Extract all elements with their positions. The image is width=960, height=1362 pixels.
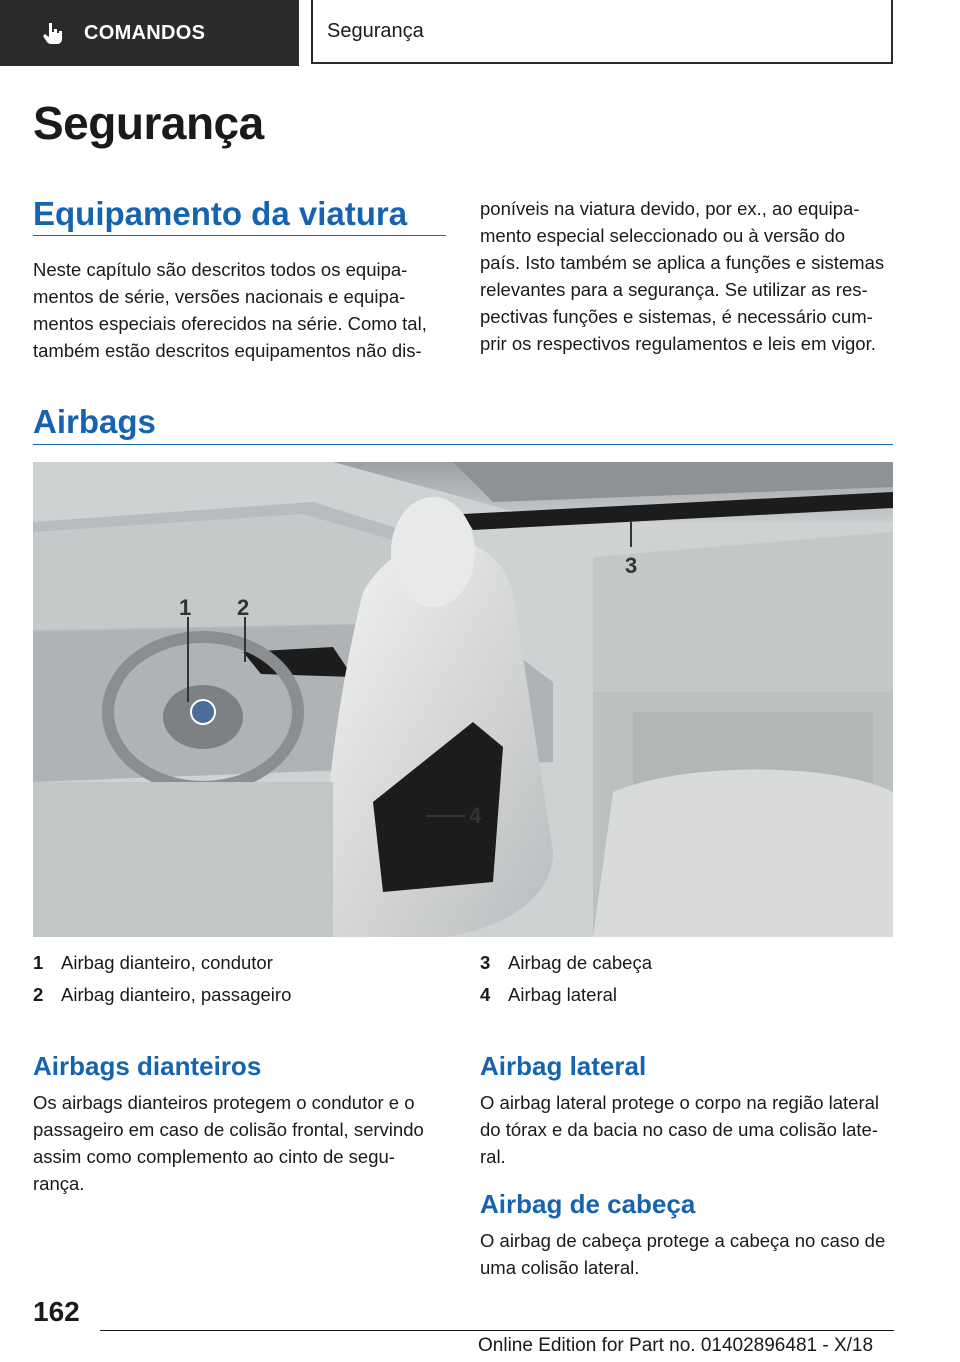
- edition-footer: Online Edition for Part no. 01402896481 - X/18: [478, 1335, 874, 1356]
- legend-item: [33, 979, 291, 1011]
- legend-number: 2: [33, 984, 44, 1005]
- legend-text: Airbag dianteiro, condutor: [61, 952, 273, 973]
- car-interior-drawing: [33, 462, 893, 937]
- side-airbag-heading: Airbag lateral: [480, 1051, 647, 1081]
- equipment-text-left: Neste capítulo são descritos todos os equipa- mentos de série, versões nacionais e equipa- mentos especiais oferecidos na série. Como tal, também estão descritos equipamentos não dis-: [33, 259, 427, 361]
- chapter-tab-label: COMANDOS: [84, 21, 206, 44]
- legend-number: 1: [33, 952, 44, 973]
- page-number: 162: [33, 1296, 80, 1327]
- legend-item: [480, 947, 652, 979]
- legend-text: Airbag dianteiro, passageiro: [61, 984, 292, 1005]
- legend-text: Airbag de cabeça: [508, 952, 652, 973]
- legend-number: 3: [480, 952, 491, 973]
- callout-2: 2: [237, 595, 250, 620]
- page-title: Segurança: [33, 97, 264, 149]
- equipment-heading: Equipamento da viatura: [33, 195, 408, 232]
- airbags-heading: Airbags: [33, 403, 156, 440]
- legend-text: Airbag lateral: [508, 984, 618, 1005]
- figure-legend-left: [33, 947, 291, 1011]
- section-tab: [311, 0, 893, 64]
- head-airbag-text: O airbag de cabeça protege a cabeça no caso de uma colisão lateral.: [480, 1230, 886, 1278]
- head-airbag-heading: Airbag de cabeça: [480, 1189, 696, 1219]
- hand-pointer-icon: [40, 20, 66, 46]
- equipment-text-right: poníveis na viatura devido, por ex., ao equipa- mento especial seleccionado ou à versão do país. Isto também se aplica a funções e sistemas relevantes para a segurança. Se utilizar as res- pectivas funções e sistemas, é necessário cum- prir os respectivos regulamentos e leis em vigor.: [480, 198, 885, 354]
- airbags-heading-rule: [33, 444, 893, 445]
- figure-legend-right: [480, 947, 652, 1011]
- side-airbag-text: O airbag lateral protege o corpo na região lateral do tórax e da bacia no caso de uma colisão late- ral.: [480, 1092, 880, 1167]
- legend-number: 4: [480, 984, 491, 1005]
- front-airbags-heading: Airbags dianteiros: [33, 1051, 262, 1081]
- equipment-heading-rule: [33, 235, 446, 236]
- legend-item: [480, 979, 652, 1011]
- callout-1: 1: [179, 595, 192, 620]
- callout-4: 4: [469, 803, 482, 828]
- chapter-tab: [0, 0, 299, 66]
- callout-3: 3: [625, 553, 638, 578]
- section-tab-label: Segurança: [327, 19, 424, 42]
- airbag-illustration: [33, 462, 893, 937]
- footer-rule: [100, 1330, 894, 1331]
- legend-item: [33, 947, 291, 979]
- front-airbags-text: Os airbags dianteiros protegem o condutor e o passageiro em caso de colisão frontal, servindo assim como complemento ao cinto de segu- rança.: [33, 1092, 424, 1194]
